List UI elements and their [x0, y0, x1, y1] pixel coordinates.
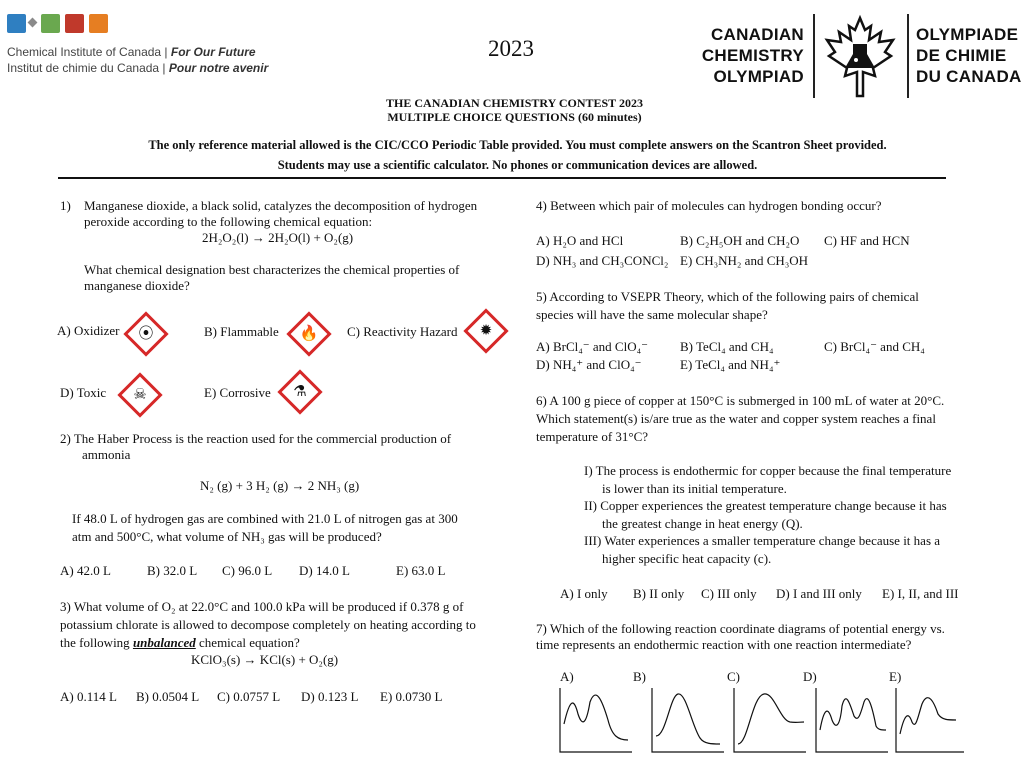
q7-label-e[interactable]: E): [889, 669, 902, 684]
oxidizer-icon: ⦿: [123, 311, 168, 356]
q5-option-b[interactable]: B) TeCl₄ and CH₄: [680, 339, 774, 354]
question-7: 7) Which of the following reaction coordinate diagrams of potential energy vs. time represents an endothermic reaction with one reaction intermediate?: [536, 621, 945, 652]
q2-option-d[interactable]: D) 14.0 L: [299, 563, 350, 578]
q1-option-b[interactable]: B) Flammable: [204, 324, 279, 339]
divider-left: [813, 14, 815, 98]
reactivity-hazard-icon: ✹: [463, 308, 508, 353]
q5-option-e[interactable]: E) TeCl₄ and NH₄⁺: [680, 357, 781, 372]
q7-label-d[interactable]: D): [803, 669, 817, 684]
corrosive-icon: ⚗: [277, 369, 322, 414]
q5-option-c[interactable]: C) BrCl₄⁻ and CH₄: [824, 339, 925, 354]
q3-option-b[interactable]: B) 0.0504 L: [136, 689, 200, 704]
instructions: The only reference material allowed is the CIC/CCO Periodic Table provided. You must complete answers on the Scantron Sheet provided. Students may use a scientific calculator. No phones or communication devices are allowed.: [148, 138, 887, 172]
q7-diagrams: [556, 686, 966, 758]
q2-option-a[interactable]: A) 42.0 L: [60, 563, 111, 578]
question-2: 2) The Haber Process is the reaction used for the commercial production of ammonia: [60, 431, 452, 462]
question-4: 4) Between which pair of molecules can hydrogen bonding occur?: [536, 198, 882, 213]
q5-option-a[interactable]: A) BrCl₄⁻ and ClO₄⁻: [536, 339, 648, 354]
q2-option-e[interactable]: E) 63.0 L: [396, 563, 446, 578]
q3-option-c[interactable]: C) 0.0757 L: [217, 689, 281, 704]
q4-option-a[interactable]: A) H₂O and HCl: [536, 233, 624, 248]
q1-option-e[interactable]: E) Corrosive: [204, 385, 271, 400]
flask-icon: [89, 14, 108, 33]
flammable-icon: 🔥: [286, 311, 331, 356]
cic-icon: [7, 14, 26, 33]
q7-diagram-b: [652, 688, 724, 752]
q3-option-d[interactable]: D) 0.123 L: [301, 689, 359, 704]
q3-equation: KClO₃(s) → KCl(s) + O₂(g): [191, 652, 339, 667]
q7-diagram-d: [816, 688, 888, 752]
q1-equation: 2H₂O₂(l) → 2H₂O(l) + O₂(g): [202, 230, 354, 245]
question-3: 3) What volume of O₂ at 22.0°C and 100.0 kPa will be produced if 0.378 g of potassium chlorate is allowed to decompose completely on heating according to the following unbalanced chemical equation?: [60, 599, 476, 650]
q7-diagram-a: [560, 688, 632, 752]
network-icon: [41, 14, 60, 33]
q1-option-c[interactable]: C) Reactivity Hazard: [347, 324, 458, 339]
q2-equation: N₂ (g) + 3 H₂ (g) → 2 NH₃ (g): [200, 478, 360, 493]
q1-option-a[interactable]: A) Oxidizer: [57, 323, 120, 338]
q4-option-d[interactable]: D) NH₃ and CH₃CONCl₂: [536, 253, 669, 268]
q7-label-a[interactable]: A): [560, 669, 574, 684]
question-1: 1) Manganese dioxide, a black solid, catalyzes the decomposition of hydrogen peroxide according to the following chemical equation:: [60, 198, 478, 229]
divider-right: [907, 14, 909, 98]
q7-label-c[interactable]: C): [727, 669, 740, 684]
q6-option-c[interactable]: C) III only: [701, 586, 757, 601]
q6-option-e[interactable]: E) I, II, and III: [882, 586, 959, 601]
q7-diagram-e: [896, 688, 964, 752]
q4-option-b[interactable]: B) C₂H₅OH and CH₂O: [680, 233, 800, 248]
toxic-icon: ☠: [117, 372, 162, 417]
q3-option-e[interactable]: E) 0.0730 L: [380, 689, 443, 704]
q1-prompt: What chemical designation best characterizes the chemical properties of manganese dioxide?: [84, 262, 460, 293]
maple-leaf-flask-icon: [819, 14, 901, 98]
q6-statements: I) The process is endothermic for copper because the final temperature is lower than its initial temperature. II) Copper experiences the greatest temperature change because it has the greatest change in heat energy (Q). III) Water experiences a smaller temperature change because it has a higher specific heat capacity (c).: [584, 463, 952, 566]
q2-prompt: If 48.0 L of hydrogen gas are combined with 21.0 L of nitrogen gas at 300 atm and 500°C, what volume of NH₃ gas will be produced?: [72, 511, 458, 544]
q5-option-d[interactable]: D) NH₄⁺ and ClO₄⁻: [536, 357, 642, 372]
year: 2023: [488, 36, 534, 61]
cco-french-name: OLYMPIADE DE CHIMIE DU CANADA: [916, 25, 1022, 86]
contest-title: THE CANADIAN CHEMISTRY CONTEST 2023 MULTIPLE CHOICE QUESTIONS (60 minutes): [386, 96, 643, 124]
q4-option-e[interactable]: E) CH₃NH₂ and CH₃OH: [680, 253, 809, 268]
q6-option-a[interactable]: A) I only: [560, 586, 608, 601]
q7-label-b[interactable]: B): [633, 669, 646, 684]
question-5: 5) According to VSEPR Theory, which of the following pairs of chemical species will have the same molecular shape?: [536, 289, 919, 322]
question-6: 6) A 100 g piece of copper at 150°C is submerged in 100 mL of water at 20°C. Which statement(s) is/are true as the water and copper system reaches a final temperature of 31°C?: [536, 393, 945, 444]
q7-diagram-c: [734, 688, 806, 752]
title-rule: [58, 177, 946, 179]
cco-english-name: CANADIAN CHEMISTRY OLYMPIAD: [701, 25, 804, 86]
q2-option-c[interactable]: C) 96.0 L: [222, 563, 273, 578]
q6-option-d[interactable]: D) I and III only: [776, 586, 862, 601]
q1-option-d[interactable]: D) Toxic: [60, 385, 107, 400]
diamond-icon: [28, 18, 38, 28]
q2-option-b[interactable]: B) 32.0 L: [147, 563, 198, 578]
q4-option-c[interactable]: C) HF and HCN: [824, 233, 910, 248]
ethics-icon: [65, 14, 84, 33]
org-name: Chemical Institute of Canada | For Our Future Institut de chimie du Canada | Pour notre avenir: [7, 45, 269, 75]
q3-option-a[interactable]: A) 0.114 L: [60, 689, 117, 704]
q6-option-b[interactable]: B) II only: [633, 586, 685, 601]
